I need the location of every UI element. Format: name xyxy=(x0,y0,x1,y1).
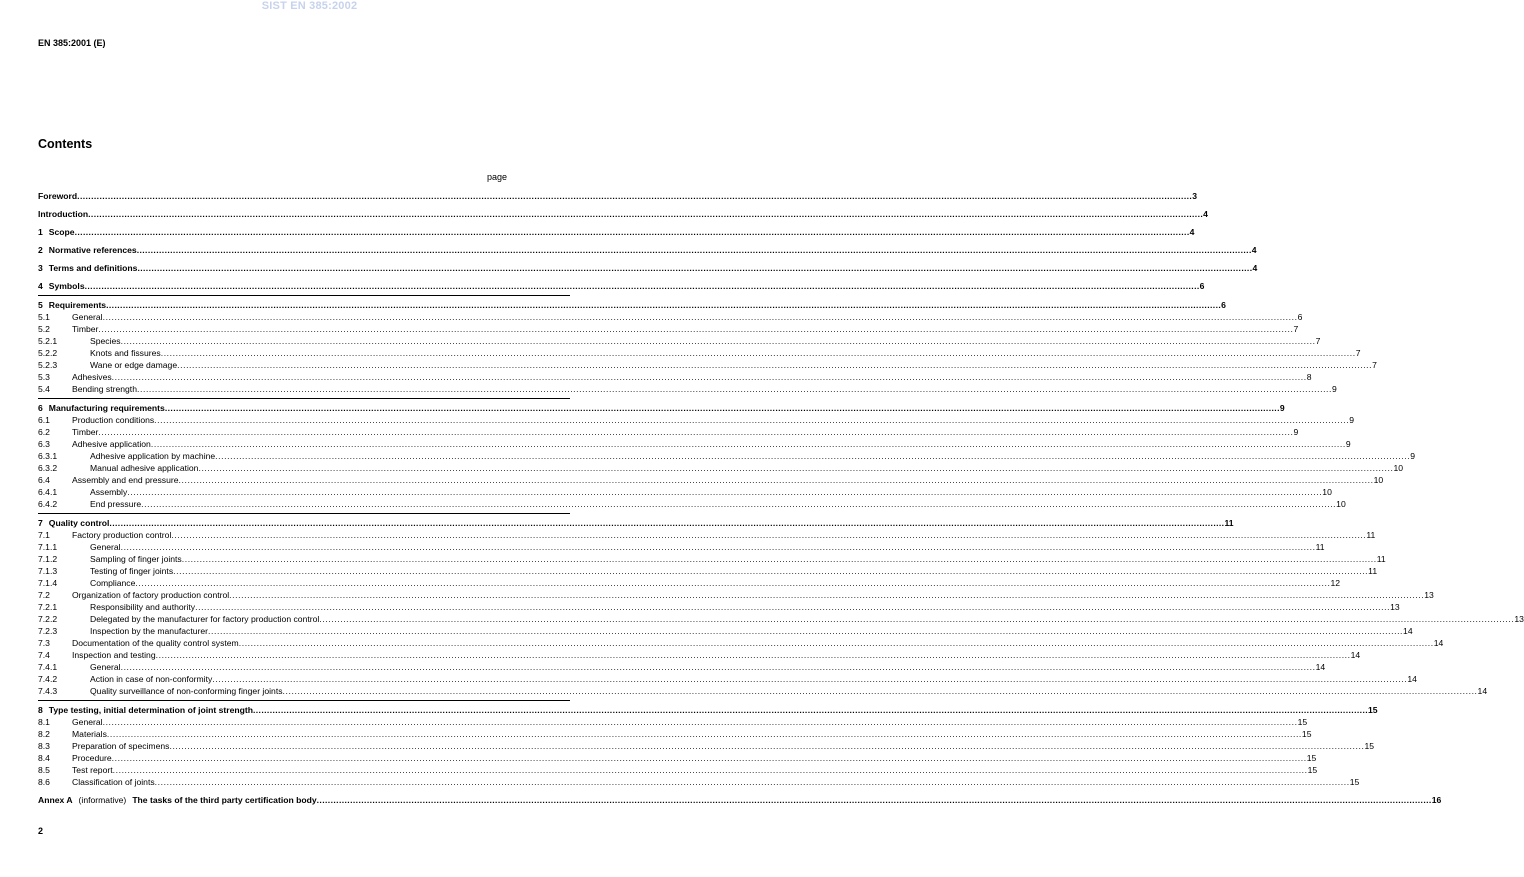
toc-entry-number: 6.2 xyxy=(38,427,50,437)
dot-leader: ................................................................................................................................................................................................................................................................................................................................................................................................................ xyxy=(178,475,1374,485)
toc-entry-number: 8.2 xyxy=(38,729,50,739)
toc-entry-title: Normative references xyxy=(48,245,137,255)
dot-leader: ................................................................................................................................................................................................................................................................................................................................................................................................................ xyxy=(84,281,1200,291)
toc-subentry[interactable] xyxy=(38,577,1340,589)
toc-entry[interactable] xyxy=(38,704,1378,716)
toc-entry-page: 9 xyxy=(1293,427,1299,437)
dot-leader: ................................................................................................................................................................................................................................................................................................................................................................................................................ xyxy=(319,614,1515,624)
toc-entry-number: 7.1 xyxy=(38,530,50,540)
toc-entry-number: 6.3.1 xyxy=(38,451,58,461)
toc-entry-number: 3 xyxy=(38,263,43,273)
dot-leader: ................................................................................................................................................................................................................................................................................................................................................................................................................ xyxy=(106,729,1302,739)
toc-subentry[interactable] xyxy=(38,661,1326,673)
toc-subentry[interactable] xyxy=(38,323,1299,335)
toc-entry-page: 13 xyxy=(1424,590,1434,600)
toc-entry-number: 6.4.2 xyxy=(38,499,58,509)
toc-subentry[interactable] xyxy=(38,529,1376,541)
dot-leader: ................................................................................................................................................................................................................................................................................................................................................................................................................ xyxy=(98,324,1294,334)
toc-entry-title: Production conditions xyxy=(72,415,155,425)
toc-entry-title: Documentation of the quality control system xyxy=(72,638,239,648)
toc-entry-number: 7.4 xyxy=(38,650,50,660)
toc-subentry[interactable] xyxy=(38,474,1384,486)
toc-entry-title: Factory production control xyxy=(72,530,172,540)
toc-entry-page: 4 xyxy=(1189,227,1195,237)
section-divider xyxy=(38,513,570,514)
toc-entry-title: Knots and fissures xyxy=(90,348,161,358)
dot-leader: ................................................................................................................................................................................................................................................................................................................................................................................................................ xyxy=(150,439,1346,449)
toc-subentry[interactable] xyxy=(38,414,1354,426)
toc-entry-title: Inspection and testing xyxy=(72,650,156,660)
toc-entry-number: 7.2.1 xyxy=(38,602,58,612)
dot-leader: ................................................................................................................................................................................................................................................................................................................................................................................................................ xyxy=(155,650,1351,660)
toc-entry-title: Delegated by the manufacturer for factory production control xyxy=(90,614,320,624)
toc-entry-number: 6.1 xyxy=(38,415,50,425)
toc-entry-page: 12 xyxy=(1330,578,1340,588)
toc-annex-entry[interactable] xyxy=(38,794,1442,806)
toc-entry[interactable] xyxy=(38,402,1285,414)
toc-entry-title: General xyxy=(90,662,121,672)
toc-subentry[interactable] xyxy=(38,486,1332,498)
toc-subentry[interactable] xyxy=(38,359,1377,371)
toc-entry-page: 6 xyxy=(1221,300,1226,310)
toc-entry-title: Timber xyxy=(72,427,99,437)
toc-entry-page: 10 xyxy=(1336,499,1346,509)
toc-entry-title: Timber xyxy=(72,324,99,334)
toc-entry-page: 8 xyxy=(1306,372,1312,382)
toc-entry-number: 5.2 xyxy=(38,324,50,334)
toc-entry-title: Adhesives xyxy=(72,372,112,382)
toc-entry-page: 6 xyxy=(1297,312,1303,322)
toc-entry-title: Type testing, initial determination of joint strength xyxy=(48,705,253,715)
toc-entry-title: Introduction xyxy=(38,209,89,219)
toc-entry[interactable] xyxy=(38,226,1195,238)
dot-leader: ................................................................................................................................................................................................................................................................................................................................................................................................................ xyxy=(136,245,1252,255)
toc-entry-number: 5.2.1 xyxy=(38,336,58,346)
toc-entry[interactable] xyxy=(38,244,1257,256)
toc-entry-number: 7.1.3 xyxy=(38,566,58,576)
toc-subentry[interactable] xyxy=(38,649,1361,661)
toc-entry-title: Assembly xyxy=(90,487,128,497)
toc-subentry[interactable] xyxy=(38,498,1346,510)
toc-entry-title: Classification of joints xyxy=(72,777,155,787)
toc-entry-page: 15 xyxy=(1306,753,1317,763)
toc-entry-title: Manufacturing requirements xyxy=(48,403,165,413)
toc-entry-number: 6.3 xyxy=(38,439,50,449)
dot-leader: ................................................................................................................................................................................................................................................................................................................................................................................................................ xyxy=(109,518,1225,528)
page-number: 2 xyxy=(38,826,44,836)
toc-entry-title: General xyxy=(90,542,121,552)
dot-leader: ................................................................................................................................................................................................................................................................................................................................................................................................................ xyxy=(215,451,1411,461)
toc-entry-title: Wane or edge damage xyxy=(90,360,178,370)
toc-entry-number: 8.6 xyxy=(38,777,50,787)
dot-leader: ................................................................................................................................................................................................................................................................................................................................................................................................................ xyxy=(141,499,1337,509)
toc-entry-number: 5.3 xyxy=(38,372,50,382)
toc-entry-number: 8.5 xyxy=(38,765,50,775)
toc-entry-title: Requirements xyxy=(48,300,107,310)
toc-subentry[interactable] xyxy=(38,311,1303,323)
toc-entry-title: Compliance xyxy=(90,578,136,588)
toc-entry-page: 10 xyxy=(1322,487,1332,497)
toc-entry-page: 14 xyxy=(1350,650,1361,660)
toc-subentry[interactable] xyxy=(38,450,1415,462)
dot-leader: ................................................................................................................................................................................................................................................................................................................................................................................................................ xyxy=(229,590,1425,600)
toc-entry-number: 6.4 xyxy=(38,475,50,485)
dot-leader: ................................................................................................................................................................................................................................................................................................................................................................................................................ xyxy=(137,263,1253,273)
toc-entry-title: Preparation of specimens xyxy=(72,741,170,751)
toc-entry-page: 15 xyxy=(1364,741,1375,751)
table-of-contents xyxy=(38,188,1524,806)
toc-subentry[interactable] xyxy=(38,462,1404,474)
toc-entry-page: 7 xyxy=(1355,348,1361,358)
toc-subentry[interactable] xyxy=(38,728,1312,740)
toc-entry-title: Test report xyxy=(72,765,113,775)
dot-leader: ................................................................................................................................................................................................................................................................................................................................................................................................................ xyxy=(102,312,1298,322)
toc-entry-title: General xyxy=(72,717,103,727)
toc-entry-title: Testing of finger joints xyxy=(90,566,174,576)
toc-entry-page: 16 xyxy=(1431,795,1442,805)
toc-entry[interactable] xyxy=(38,190,1197,202)
dot-leader: ................................................................................................................................................................................................................................................................................................................................................................................................................ xyxy=(198,463,1394,473)
toc-entry-number: 6.4.1 xyxy=(38,487,58,497)
dot-leader: ................................................................................................................................................................................................................................................................................................................................................................................................................ xyxy=(106,300,1222,310)
dot-leader: ................................................................................................................................................................................................................................................................................................................................................................................................................ xyxy=(160,348,1356,358)
dot-leader: ................................................................................................................................................................................................................................................................................................................................................................................................................ xyxy=(171,530,1367,540)
toc-entry-number: 7.4.1 xyxy=(38,662,58,672)
dot-leader: ................................................................................................................................................................................................................................................................................................................................................................................................................ xyxy=(154,777,1350,787)
toc-entry-number: 7.1.2 xyxy=(38,554,58,564)
dot-leader: ................................................................................................................................................................................................................................................................................................................................................................................................................ xyxy=(74,227,1190,237)
toc-subentry[interactable] xyxy=(38,776,1360,788)
toc-entry-number: 7.3 xyxy=(38,638,50,648)
toc-entry-title: Foreword xyxy=(38,191,78,201)
toc-entry-page: 15 xyxy=(1368,705,1378,715)
toc-entry-page: 9 xyxy=(1279,403,1285,413)
dot-leader: ................................................................................................................................................................................................................................................................................................................................................................................................................ xyxy=(136,384,1333,394)
toc-entry-number: 7.1.4 xyxy=(38,578,58,588)
toc-entry-title: Assembly and end pressure xyxy=(72,475,179,485)
toc-subentry[interactable] xyxy=(38,637,1444,649)
toc-entry-number: 6.3.2 xyxy=(38,463,58,473)
toc-entry-title: Adhesive application by machine xyxy=(90,451,216,461)
toc-subentry[interactable] xyxy=(38,673,1417,685)
toc-entry-page: 15 xyxy=(1297,717,1308,727)
toc-subentry[interactable] xyxy=(38,553,1386,565)
toc-subentry[interactable] xyxy=(38,426,1299,438)
toc-entry-page: 9 xyxy=(1332,384,1337,394)
toc-entry-page: 10 xyxy=(1373,475,1384,485)
toc-entry-page: 14 xyxy=(1315,662,1326,672)
section-divider xyxy=(38,295,570,296)
dot-leader: ................................................................................................................................................................................................................................................................................................................................................................................................................ xyxy=(112,765,1308,775)
toc-entry-page: 14 xyxy=(1403,626,1413,636)
toc-entry-page: 15 xyxy=(1307,765,1318,775)
toc-entry-title: Action in case of non-conformity xyxy=(90,674,213,684)
dot-leader: ................................................................................................................................................................................................................................................................................................................................................................................................................ xyxy=(120,662,1316,672)
toc-subentry[interactable] xyxy=(38,565,1378,577)
toc-entry-page: 3 xyxy=(1192,191,1197,201)
toc-entry-number: 8.4 xyxy=(38,753,50,763)
section-divider xyxy=(38,700,570,701)
toc-entry-page: 11 xyxy=(1224,518,1234,528)
toc-entry-page: 15 xyxy=(1349,777,1360,787)
toc-entry-page: 11 xyxy=(1366,530,1376,540)
toc-entry-page: 15 xyxy=(1301,729,1312,739)
toc-subentry[interactable] xyxy=(38,685,1488,697)
toc-subentry[interactable] xyxy=(38,740,1375,752)
toc-subentry[interactable] xyxy=(38,764,1318,776)
watermark: SIST EN 385:2002 xyxy=(261,0,358,12)
dot-leader: ................................................................................................................................................................................................................................................................................................................................................................................................................ xyxy=(102,717,1298,727)
dot-leader: ................................................................................................................................................................................................................................................................................................................................................................................................................ xyxy=(181,554,1377,564)
toc-entry-title: Sampling of finger joints xyxy=(90,554,182,564)
toc-entry[interactable] xyxy=(38,280,1205,292)
dot-leader: ................................................................................................................................................................................................................................................................................................................................................................................................................ xyxy=(177,360,1373,370)
dot-leader: ................................................................................................................................................................................................................................................................................................................................................................................................................ xyxy=(88,209,1204,219)
toc-entry-title: Scope xyxy=(48,227,75,237)
toc-entry-page: 9 xyxy=(1349,415,1354,425)
toc-entry[interactable] xyxy=(38,517,1234,529)
toc-entry-page: 10 xyxy=(1393,463,1404,473)
toc-subentry[interactable] xyxy=(38,371,1312,383)
toc-entry-title: End pressure xyxy=(90,499,142,509)
toc-subentry[interactable] xyxy=(38,335,1321,347)
dot-leader: ................................................................................................................................................................................................................................................................................................................................................................................................................ xyxy=(195,602,1391,612)
toc-entry-number: 2 xyxy=(38,245,43,255)
annex-info: (informative) xyxy=(78,795,127,805)
toc-entry-number: 8 xyxy=(38,705,43,715)
dot-leader: ................................................................................................................................................................................................................................................................................................................................................................................................................ xyxy=(282,686,1478,696)
toc-entry-page: 11 xyxy=(1368,566,1378,576)
toc-entry-page: 11 xyxy=(1315,542,1325,552)
toc-subentry[interactable] xyxy=(38,438,1351,450)
toc-subentry[interactable] xyxy=(38,716,1308,728)
dot-leader: ................................................................................................................................................................................................................................................................................................................................................................................................................ xyxy=(120,336,1316,346)
toc-entry-title: General xyxy=(72,312,103,322)
toc-entry-page: 7 xyxy=(1315,336,1321,346)
toc-entry-page: 7 xyxy=(1293,324,1299,334)
dot-leader: ................................................................................................................................................................................................................................................................................................................................................................................................................ xyxy=(212,674,1408,684)
toc-subentry[interactable] xyxy=(38,589,1434,601)
toc-entry-title: Inspection by the manufacturer xyxy=(90,626,208,636)
toc-entry-number: 7.2.3 xyxy=(38,626,58,636)
toc-entry-number: 8.1 xyxy=(38,717,50,727)
toc-entry-number: 5.4 xyxy=(38,384,50,394)
toc-entry-page: 4 xyxy=(1203,209,1208,219)
toc-entry-page: 9 xyxy=(1345,439,1351,449)
toc-entry-number: 8.3 xyxy=(38,741,50,751)
toc-entry-page: 4 xyxy=(1251,245,1257,255)
toc-entry[interactable] xyxy=(38,262,1258,274)
toc-subentry[interactable] xyxy=(38,625,1413,637)
toc-subentry[interactable] xyxy=(38,383,1337,395)
dot-leader: ................................................................................................................................................................................................................................................................................................................................................................................................................ xyxy=(169,741,1365,751)
toc-entry-number: 7.1.1 xyxy=(38,542,58,552)
toc-entry-page: 13 xyxy=(1514,614,1524,624)
toc-entry-number: 7 xyxy=(38,518,43,528)
toc-entry-page: 14 xyxy=(1433,638,1444,648)
toc-entry-page: 4 xyxy=(1252,263,1258,273)
toc-entry-number: 5.2.2 xyxy=(38,348,58,358)
toc-entry-page: 14 xyxy=(1407,674,1417,684)
toc-entry-number: 7.4.3 xyxy=(38,686,58,696)
toc-subentry[interactable] xyxy=(38,347,1361,359)
toc-entry-page: 6 xyxy=(1199,281,1205,291)
toc-entry-page: 9 xyxy=(1410,451,1415,461)
dot-leader: ................................................................................................................................................................................................................................................................................................................................................................................................................ xyxy=(164,403,1280,413)
toc-entry-title: Procedure xyxy=(72,753,112,763)
toc-entry-title: Quality surveillance of non-conforming finger joints xyxy=(90,686,283,696)
toc-entry-number: 5.1 xyxy=(38,312,50,322)
toc-entry-title: Species xyxy=(90,336,121,346)
toc-entry-number: 4 xyxy=(38,281,43,291)
toc-entry[interactable] xyxy=(38,208,1208,220)
dot-leader: ................................................................................................................................................................................................................................................................................................................................................................................................................ xyxy=(111,372,1307,382)
dot-leader: ................................................................................................................................................................................................................................................................................................................................................................................................................ xyxy=(173,566,1369,576)
toc-entry-title: Adhesive application xyxy=(72,439,151,449)
page-column-label: page xyxy=(487,172,508,182)
toc-entry-number: 1 xyxy=(38,227,43,237)
dot-leader: ................................................................................................................................................................................................................................................................................................................................................................................................................ xyxy=(238,638,1434,648)
toc-entry-number: 6 xyxy=(38,403,43,413)
toc-entry-number: 7.2 xyxy=(38,590,50,600)
document-id: EN 385:2001 (E) xyxy=(38,38,106,48)
dot-leader: ................................................................................................................................................................................................................................................................................................................................................................................................................ xyxy=(154,415,1350,425)
toc-entry-page: 13 xyxy=(1390,602,1400,612)
toc-entry-page: 11 xyxy=(1376,554,1386,564)
toc-entry[interactable] xyxy=(38,299,1226,311)
toc-entry-page: 7 xyxy=(1372,360,1377,370)
dot-leader: ................................................................................................................................................................................................................................................................................................................................................................................................................ xyxy=(127,487,1323,497)
toc-entry-title: Bending strength xyxy=(72,384,137,394)
dot-leader: ................................................................................................................................................................................................................................................................................................................................................................................................................ xyxy=(120,542,1316,552)
toc-entry-number: 7.4.2 xyxy=(38,674,58,684)
dot-leader: ................................................................................................................................................................................................................................................................................................................................................................................................................ xyxy=(77,191,1193,201)
toc-entry-title: Terms and definitions xyxy=(48,263,138,273)
toc-entry-number: 7.2.2 xyxy=(38,614,58,624)
dot-leader: ................................................................................................................................................................................................................................................................................................................................................................................................................ xyxy=(208,626,1404,636)
toc-entry-title: The tasks of the third party certification body xyxy=(132,795,317,805)
toc-entry-title: Responsibility and authority xyxy=(90,602,196,612)
toc-entry-title: Symbols xyxy=(48,281,85,291)
toc-entry-title: Organization of factory production control xyxy=(72,590,230,600)
toc-entry-title: Materials xyxy=(72,729,107,739)
toc-entry-title: Quality control xyxy=(48,518,110,528)
toc-subentry[interactable] xyxy=(38,601,1400,613)
annex-label: Annex A xyxy=(38,795,73,805)
toc-entry-number: 5.2.3 xyxy=(38,360,58,370)
toc-entry-title: Manual adhesive application xyxy=(90,463,199,473)
dot-leader: ................................................................................................................................................................................................................................................................................................................................................................................................................ xyxy=(252,705,1369,715)
toc-subentry[interactable] xyxy=(38,541,1325,553)
toc-subentry[interactable] xyxy=(38,613,1524,625)
section-divider xyxy=(38,398,570,399)
toc-entry-number: 5 xyxy=(38,300,43,310)
dot-leader: ................................................................................................................................................................................................................................................................................................................................................................................................................ xyxy=(98,427,1294,437)
contents-title: Contents xyxy=(38,137,93,151)
toc-subentry[interactable] xyxy=(38,752,1317,764)
dot-leader: ................................................................................................................................................................................................................................................................................................................................................................................................................ xyxy=(316,795,1432,805)
dot-leader: ................................................................................................................................................................................................................................................................................................................................................................................................................ xyxy=(111,753,1307,763)
dot-leader: ................................................................................................................................................................................................................................................................................................................................................................................................................ xyxy=(135,578,1331,588)
toc-entry-page: 14 xyxy=(1477,686,1488,696)
